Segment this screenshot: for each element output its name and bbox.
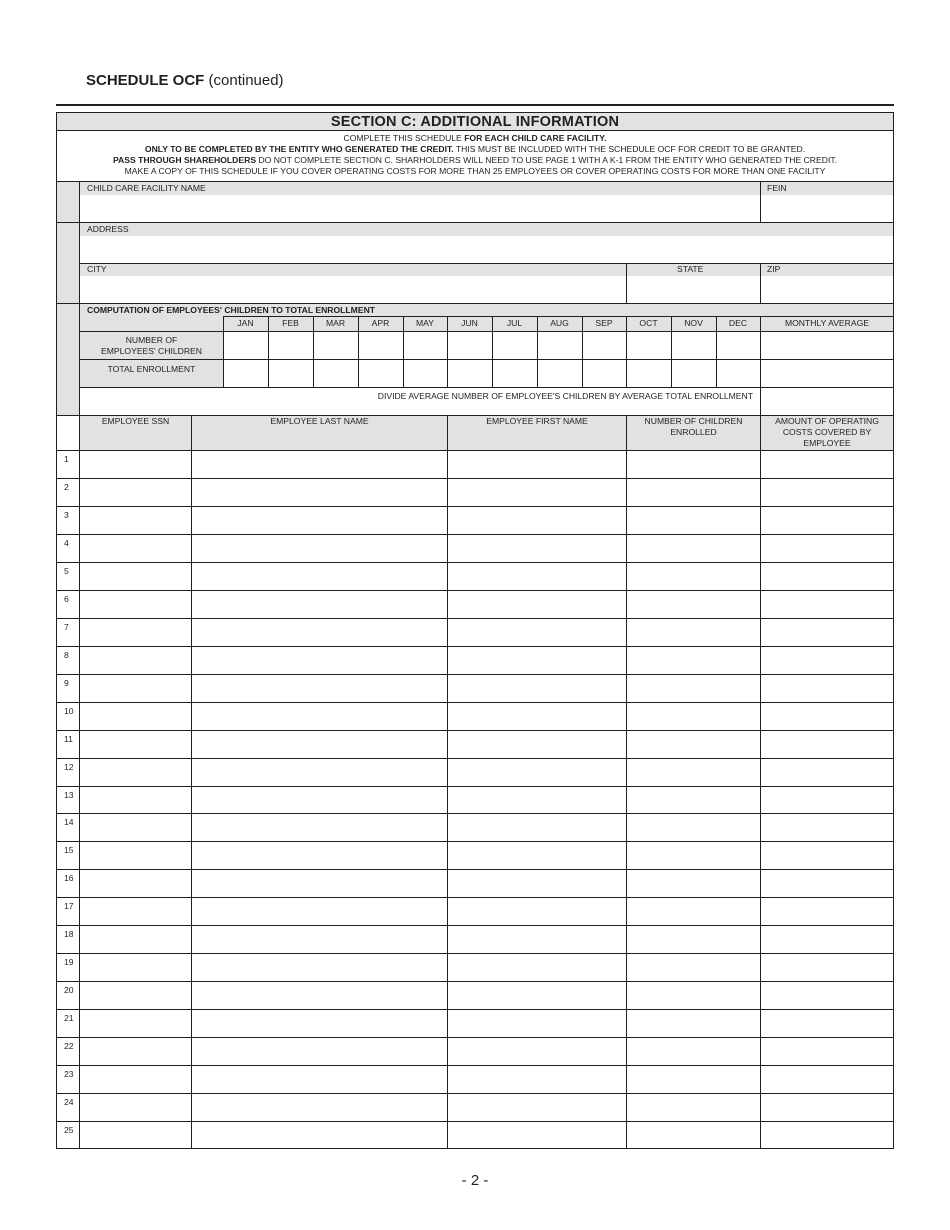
month-header-2: FEB	[282, 318, 299, 328]
month-header-6: JUN	[461, 318, 478, 328]
employee-last-name-field[interactable]	[193, 704, 446, 729]
children-month-7-field[interactable]	[494, 333, 536, 357]
divider	[760, 387, 761, 415]
employee-ssn-field[interactable]	[81, 480, 190, 505]
employee-first-name-field[interactable]	[449, 676, 625, 701]
employee-operating-costs-field[interactable]	[762, 871, 892, 896]
employee-children-enrolled-field[interactable]	[628, 955, 759, 980]
employee-ssn-field[interactable]	[81, 843, 190, 868]
enrollment-month-12-field[interactable]	[718, 361, 759, 385]
employee-children-enrolled-field[interactable]	[628, 815, 759, 840]
employee-operating-costs-field[interactable]	[762, 620, 892, 645]
children-monthly-average-field[interactable]	[762, 333, 892, 357]
enrollment-month-9-field[interactable]	[584, 361, 625, 385]
employee-last-name-field[interactable]	[193, 1095, 446, 1120]
employee-first-name-field[interactable]	[449, 843, 625, 868]
employee-first-name-field[interactable]	[449, 983, 625, 1008]
divider	[80, 359, 893, 360]
employee-last-name-field[interactable]	[193, 732, 446, 757]
month-header-3: MAR	[325, 318, 346, 328]
employee-ssn-field[interactable]	[81, 927, 190, 952]
children-month-3-field[interactable]	[315, 333, 357, 357]
employee-last-name-field[interactable]	[193, 815, 446, 840]
employee-operating-costs-field[interactable]	[762, 508, 892, 533]
employee-operating-costs-field[interactable]	[762, 1011, 892, 1036]
divider	[223, 316, 893, 317]
instruction-line-3	[57, 155, 893, 166]
row-number: 18	[64, 929, 74, 940]
enrollment-month-7-field[interactable]	[494, 361, 536, 385]
operating-costs-header	[761, 416, 893, 449]
row-number: 24	[64, 1097, 74, 1108]
employee-first-name-field[interactable]	[449, 1123, 625, 1148]
employee-operating-costs-field[interactable]	[762, 732, 892, 757]
employee-ssn-field[interactable]	[81, 648, 190, 673]
employee-operating-costs-field[interactable]	[762, 592, 892, 617]
employee-last-name-field[interactable]	[193, 871, 446, 896]
month-header-11: NOV	[684, 318, 703, 328]
employee-ssn-field[interactable]	[81, 899, 190, 924]
employee-operating-costs-field[interactable]	[762, 480, 892, 505]
employee-ssn-field[interactable]	[81, 704, 190, 729]
employee-first-name-field[interactable]	[449, 1095, 625, 1120]
children-enrolled-header-line1: NUMBER OF CHILDREN	[644, 416, 743, 426]
employee-children-enrolled-field[interactable]	[628, 1123, 759, 1148]
employee-ssn-header: EMPLOYEE SSN	[101, 416, 170, 426]
employee-children-enrolled-field[interactable]	[628, 1011, 759, 1036]
schedule-title: SCHEDULE OCF	[86, 72, 205, 89]
instruction-3-bold: PASS THROUGH SHAREHOLDERS	[112, 155, 257, 165]
employee-ssn-field[interactable]	[81, 1095, 190, 1120]
employee-ssn-field[interactable]	[81, 1123, 190, 1148]
employee-operating-costs-field[interactable]	[762, 536, 892, 561]
row-number: 25	[64, 1125, 74, 1136]
employee-first-name-field[interactable]	[449, 760, 625, 785]
employee-operating-costs-field[interactable]	[762, 564, 892, 589]
state-field[interactable]	[628, 277, 758, 302]
employee-operating-costs-field[interactable]	[762, 843, 892, 868]
employee-last-name-field[interactable]	[193, 1039, 446, 1064]
employee-children-enrolled-field[interactable]	[628, 899, 759, 924]
employee-last-name-field[interactable]	[193, 648, 446, 673]
fein-field[interactable]	[762, 196, 892, 221]
row-number: 22	[64, 1041, 74, 1052]
employee-operating-costs-field[interactable]	[762, 927, 892, 952]
row-number: 6	[64, 593, 69, 604]
month-header-4: APR	[371, 318, 390, 328]
employee-ssn-field[interactable]	[81, 564, 190, 589]
employee-first-name-field[interactable]	[449, 871, 625, 896]
children-month-12-field[interactable]	[718, 333, 759, 357]
employee-children-enrolled-field[interactable]	[628, 536, 759, 561]
divider	[760, 264, 761, 303]
employee-operating-costs-field[interactable]	[762, 1095, 892, 1120]
page-title	[86, 72, 284, 89]
employee-last-name-field[interactable]	[193, 592, 446, 617]
row-number: 4	[64, 537, 69, 548]
total-enrollment-label: TOTAL ENROLLMENT	[107, 364, 196, 374]
enrollment-monthly-average-field[interactable]	[762, 361, 892, 385]
row-number: 11	[64, 733, 73, 744]
row-number: 2	[64, 481, 69, 492]
employee-operating-costs-field[interactable]	[762, 676, 892, 701]
employee-last-name-field[interactable]	[193, 955, 446, 980]
header-rule	[56, 104, 894, 106]
employee-children-enrolled-field[interactable]	[628, 648, 759, 673]
enrollment-month-5-field[interactable]	[405, 361, 446, 385]
employee-first-name-field[interactable]	[449, 704, 625, 729]
employee-last-name-field[interactable]	[193, 480, 446, 505]
row-number: 12	[64, 761, 74, 772]
employee-ssn-field[interactable]	[81, 592, 190, 617]
employee-operating-costs-field[interactable]	[762, 788, 892, 813]
children-month-6-field[interactable]	[449, 333, 491, 357]
employee-operating-costs-field[interactable]	[762, 899, 892, 924]
employee-first-name-field[interactable]	[449, 620, 625, 645]
employee-first-name-header: EMPLOYEE FIRST NAME	[486, 416, 588, 426]
row-number: 20	[64, 985, 74, 996]
enrollment-month-3-field[interactable]	[315, 361, 357, 385]
month-header-8: AUG	[550, 318, 569, 328]
employee-first-name-field[interactable]	[449, 1011, 625, 1036]
fein-label: FEIN	[767, 183, 787, 193]
employee-first-name-field[interactable]	[449, 564, 625, 589]
instruction-3-text: DO NOT COMPLETE SECTION C. SHARHOLDERS WILL NEED TO USE PAGE 1 WITH A K-1 FROM THE ENTITY WHO GENERATED THE CREDIT.	[256, 155, 838, 165]
instruction-line-4: MAKE A COPY OF THIS SCHEDULE IF YOU COVER OPERATING COSTS FOR MORE THAN 25 EMPLOYEES OR COVER OPERATING COSTS FOR MORE THAN ONE FACILITY	[124, 166, 826, 176]
employee-children-enrolled-field[interactable]	[628, 1095, 759, 1120]
employee-first-name-field[interactable]	[449, 508, 625, 533]
instruction-line-1	[57, 133, 893, 144]
employee-ssn-field[interactable]	[81, 1011, 190, 1036]
operating-costs-header-line2: COSTS COVERED BY	[782, 427, 872, 437]
enrollment-month-2-field[interactable]	[270, 361, 312, 385]
employee-first-name-field[interactable]	[449, 927, 625, 952]
instruction-1-text: COMPLETE THIS SCHEDULE	[343, 133, 465, 143]
employee-last-name-header: EMPLOYEE LAST NAME	[270, 416, 369, 426]
children-enrolled-header	[627, 416, 760, 438]
employee-last-name-field[interactable]	[193, 843, 446, 868]
employee-children-enrolled-field[interactable]	[628, 927, 759, 952]
enrollment-month-1-field[interactable]	[225, 361, 267, 385]
employee-children-enrolled-field[interactable]	[628, 732, 759, 757]
employee-last-name-field[interactable]	[193, 536, 446, 561]
row-number: 16	[64, 873, 74, 884]
address-field[interactable]	[82, 237, 892, 262]
enrollment-month-4-field[interactable]	[360, 361, 402, 385]
employee-ssn-field[interactable]	[81, 732, 190, 757]
employees-children-label-line1: NUMBER OF	[125, 335, 178, 345]
employee-last-name-field[interactable]	[193, 452, 446, 477]
employees-children-label-line2: EMPLOYEES' CHILDREN	[101, 346, 202, 356]
employee-first-name-field[interactable]	[449, 592, 625, 617]
enrollment-month-10-field[interactable]	[628, 361, 670, 385]
row-number: 7	[64, 621, 69, 632]
row-number: 3	[64, 509, 69, 520]
employee-children-enrolled-field[interactable]	[628, 620, 759, 645]
enrollment-month-6-field[interactable]	[449, 361, 491, 385]
month-header-7: JUL	[506, 318, 523, 328]
employee-last-name-field[interactable]	[193, 508, 446, 533]
row-number: 23	[64, 1069, 74, 1080]
page-number: - 2 -	[461, 1172, 489, 1189]
row-number: 15	[64, 845, 74, 856]
row-number: 5	[64, 565, 69, 576]
employee-last-name-field[interactable]	[193, 899, 446, 924]
row-number: 1	[64, 454, 69, 464]
employee-first-name-field[interactable]	[449, 452, 625, 477]
enrollment-month-8-field[interactable]	[539, 361, 581, 385]
employee-last-name-field[interactable]	[193, 1123, 446, 1148]
employee-last-name-field[interactable]	[193, 1011, 446, 1036]
row-number: 14	[64, 817, 74, 828]
employee-last-name-field[interactable]	[193, 564, 446, 589]
instruction-2-text: THIS MUST BE INCLUDED WITH THE SCHEDULE OCF FOR CREDIT TO BE GRANTED.	[453, 144, 806, 154]
divider	[626, 264, 627, 303]
children-month-10-field[interactable]	[628, 333, 670, 357]
employee-ssn-field[interactable]	[81, 536, 190, 561]
divide-label: DIVIDE AVERAGE NUMBER OF EMPLOYEE'S CHILDREN BY AVERAGE TOTAL ENROLLMENT	[377, 391, 753, 401]
children-month-9-field[interactable]	[584, 333, 625, 357]
employee-first-name-field[interactable]	[449, 1039, 625, 1064]
employee-last-name-field[interactable]	[193, 676, 446, 701]
continued-label: (continued)	[204, 72, 284, 89]
label-band	[80, 223, 893, 236]
row-number: 10	[64, 705, 74, 716]
employee-children-enrolled-field[interactable]	[628, 676, 759, 701]
employee-ssn-field[interactable]	[81, 760, 190, 785]
employee-operating-costs-field[interactable]	[762, 955, 892, 980]
employee-children-enrolled-field[interactable]	[628, 564, 759, 589]
row-number: 17	[64, 901, 74, 912]
children-month-1-field[interactable]	[225, 333, 267, 357]
zip-field[interactable]	[762, 277, 892, 302]
employee-first-name-field[interactable]	[449, 480, 625, 505]
enrollment-month-11-field[interactable]	[673, 361, 715, 385]
employee-operating-costs-field[interactable]	[762, 815, 892, 840]
children-month-2-field[interactable]	[270, 333, 312, 357]
employee-ssn-field[interactable]	[81, 508, 190, 533]
employee-last-name-field[interactable]	[193, 927, 446, 952]
facility-name-field[interactable]	[82, 196, 758, 221]
employee-first-name-field[interactable]	[449, 899, 625, 924]
employee-children-enrolled-field[interactable]	[628, 1067, 759, 1092]
instruction-line-2	[57, 144, 893, 155]
employee-first-name-field[interactable]	[449, 536, 625, 561]
month-header-5: MAY	[416, 318, 434, 328]
employee-operating-costs-field[interactable]	[762, 452, 892, 477]
employee-ssn-field[interactable]	[81, 1039, 190, 1064]
children-month-11-field[interactable]	[673, 333, 715, 357]
employee-last-name-field[interactable]	[193, 983, 446, 1008]
divider	[80, 387, 893, 388]
employee-operating-costs-field[interactable]	[762, 1123, 892, 1148]
employee-first-name-field[interactable]	[449, 648, 625, 673]
employee-last-name-field[interactable]	[193, 620, 446, 645]
employee-operating-costs-field[interactable]	[762, 1039, 892, 1064]
employee-operating-costs-field[interactable]	[762, 760, 892, 785]
divider	[80, 331, 893, 332]
computation-title: COMPUTATION OF EMPLOYEES' CHILDREN TO TOTAL ENROLLMENT	[87, 305, 376, 315]
employee-ssn-field[interactable]	[81, 676, 190, 701]
employee-children-enrolled-field[interactable]	[628, 480, 759, 505]
operating-costs-header-line1: AMOUNT OF OPERATING	[775, 416, 879, 426]
zip-label: ZIP	[767, 264, 781, 274]
employee-children-enrolled-field[interactable]	[628, 592, 759, 617]
employee-ssn-field[interactable]	[81, 815, 190, 840]
employee-ssn-field[interactable]	[81, 620, 190, 645]
employee-operating-costs-field[interactable]	[762, 648, 892, 673]
operating-costs-header-line3: EMPLOYEE	[803, 438, 851, 448]
employees-children-label	[80, 335, 223, 357]
row-number: 19	[64, 957, 74, 968]
employee-first-name-field[interactable]	[449, 955, 625, 980]
employee-children-enrolled-field[interactable]	[628, 452, 759, 477]
enrollment-ratio-field[interactable]	[762, 389, 892, 413]
employee-children-enrolled-field[interactable]	[628, 508, 759, 533]
row-number: 21	[64, 1013, 74, 1024]
employee-first-name-field[interactable]	[449, 1067, 625, 1092]
month-header-12: DEC	[728, 318, 748, 328]
month-header-10: OCT	[639, 318, 658, 328]
children-month-4-field[interactable]	[360, 333, 402, 357]
children-enrolled-header-line2: ENROLLED	[670, 427, 717, 437]
employee-operating-costs-field[interactable]	[762, 983, 892, 1008]
facility-name-label: CHILD CARE FACILITY NAME	[87, 183, 206, 193]
row-number: 13	[64, 789, 74, 800]
divider	[760, 182, 761, 222]
employee-operating-costs-field[interactable]	[762, 704, 892, 729]
employee-ssn-field[interactable]	[81, 1067, 190, 1092]
employee-last-name-field[interactable]	[193, 760, 446, 785]
employee-last-name-field[interactable]	[193, 1067, 446, 1092]
employee-operating-costs-field[interactable]	[762, 1067, 892, 1092]
employee-children-enrolled-field[interactable]	[628, 843, 759, 868]
employee-ssn-field[interactable]	[81, 955, 190, 980]
employee-last-name-field[interactable]	[193, 788, 446, 813]
instruction-2-bold: ONLY TO BE COMPLETED BY THE ENTITY WHO GENERATED THE CREDIT.	[144, 144, 454, 154]
employee-children-enrolled-field[interactable]	[628, 704, 759, 729]
city-field[interactable]	[82, 277, 624, 302]
employee-first-name-field[interactable]	[449, 732, 625, 757]
instruction-1-bold: FOR EACH CHILD CARE FACILITY.	[464, 133, 607, 143]
row-number: 8	[64, 649, 69, 660]
month-header-1: JAN	[237, 318, 254, 328]
section-title: SECTION C: ADDITIONAL INFORMATION	[57, 113, 893, 131]
employee-ssn-field[interactable]	[81, 452, 190, 477]
monthly-average-header: MONTHLY AVERAGE	[784, 318, 870, 328]
employee-ssn-field[interactable]	[81, 871, 190, 896]
employee-children-enrolled-field[interactable]	[628, 760, 759, 785]
employee-first-name-field[interactable]	[449, 788, 625, 813]
state-label: STATE	[677, 264, 704, 274]
employee-first-name-field[interactable]	[449, 815, 625, 840]
employee-children-enrolled-field[interactable]	[628, 871, 759, 896]
children-month-5-field[interactable]	[405, 333, 446, 357]
children-month-8-field[interactable]	[539, 333, 581, 357]
employee-ssn-field[interactable]	[81, 788, 190, 813]
month-header-9: SEP	[595, 318, 613, 328]
employee-ssn-field[interactable]	[81, 983, 190, 1008]
city-label: CITY	[87, 264, 107, 274]
employee-children-enrolled-field[interactable]	[628, 788, 759, 813]
address-label: ADDRESS	[87, 224, 129, 234]
row-number: 9	[64, 677, 69, 688]
employee-children-enrolled-field[interactable]	[628, 983, 759, 1008]
left-gutter	[57, 182, 79, 415]
employee-children-enrolled-field[interactable]	[628, 1039, 759, 1064]
